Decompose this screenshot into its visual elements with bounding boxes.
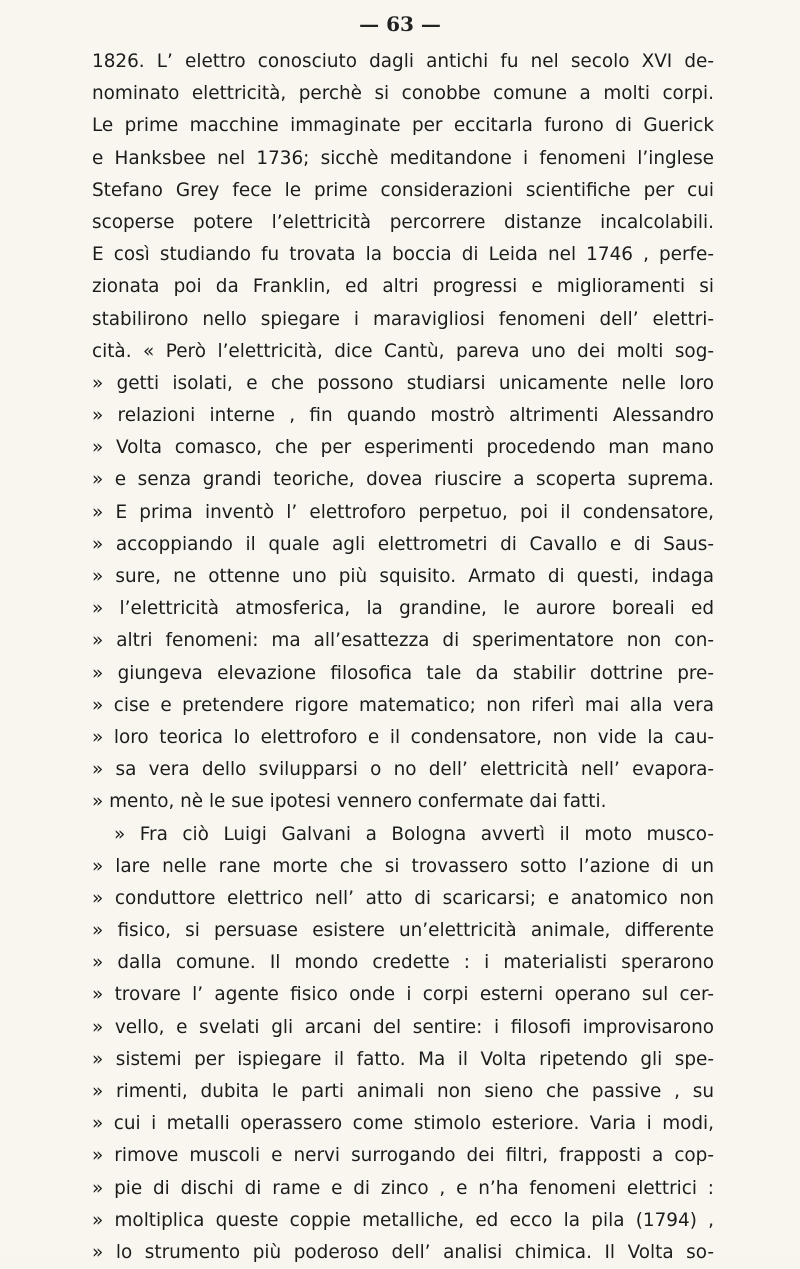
text-line: Stefano Grey fece le prime considerazioni scientifiche per cui bbox=[92, 179, 714, 201]
text-line: » Fra ciò Luigi Galvani a Bologna avvertì il moto musco- bbox=[114, 823, 714, 845]
text-line: e Hanksbee nel 1736; sicchè meditandone i fenomeni l’inglese bbox=[92, 147, 714, 169]
body-text bbox=[92, 46, 714, 1269]
text-line: » loro teorica lo elettroforo e il condensatore, non vide la cau- bbox=[92, 726, 714, 748]
text-line: » fisico, si persuase esistere un’elettricità animale, differente bbox=[92, 920, 714, 942]
text-line: » cui i metalli operassero come stimolo esteriore. Varia i modi, bbox=[92, 1113, 714, 1135]
text-line: » lare nelle rane morte che si trovassero sotto l’azione di un bbox=[92, 855, 714, 877]
text-line: E così studiando fu trovata la boccia di Leida nel 1746 , perfe- bbox=[92, 244, 714, 266]
text-line: » altri fenomeni: ma all’esattezza di sperimentatore non con- bbox=[92, 630, 714, 652]
text-line: cità. « Però l’elettricità, dice Cantù, pareva uno dei molti sog- bbox=[92, 340, 714, 362]
text-line: zionata poi da Franklin, ed altri progressi e miglioramenti si bbox=[92, 276, 714, 298]
text-line: » conduttore elettrico nell’ atto di scaricarsi; e anatomico non bbox=[92, 887, 714, 909]
text-line: stabilirono nello spiegare i maravigliosi fenomeni dell’ elettri- bbox=[92, 308, 714, 330]
text-line: » relazioni interne , fin quando mostrò altrimenti Alessandro bbox=[92, 405, 714, 427]
text-line: » giungeva elevazione filosofica tale da stabilir dottrine pre- bbox=[92, 662, 714, 684]
text-line: » l’elettricità atmosferica, la grandine, le aurore boreali ed bbox=[92, 598, 714, 620]
text-line: » sa vera dello svilupparsi o no dell’ elettricità nell’ evapora- bbox=[92, 759, 714, 781]
text-line: » moltiplica queste coppie metalliche, ed ecco la pila (1794) , bbox=[92, 1209, 714, 1231]
text-line: » accoppiando il quale agli elettrometri di Cavallo e di Saus- bbox=[92, 533, 714, 555]
page-number: — 63 — bbox=[359, 12, 441, 36]
text-line: 1826. L’ elettro conosciuto dagli antichi fu nel secolo XVI de- bbox=[92, 51, 714, 72]
text-line: » sure, ne ottenne uno più squisito. Armato di questi, indaga bbox=[92, 566, 714, 587]
text-line: » trovare l’ agente fisico onde i corpi esterni operano sul cer- bbox=[92, 984, 714, 1006]
text-line: » vello, e svelati gli arcani del sentire: i filosofi improvisarono bbox=[92, 1016, 714, 1038]
text-line: nominato elettricità, perchè si conobbe comune a molti corpi. bbox=[92, 83, 714, 105]
text-line: » lo strumento più poderoso dell’ analisi chimica. Il Volta so- bbox=[92, 1241, 714, 1263]
text-line: » mento, nè le sue ipotesi vennero confermate dai fatti. bbox=[92, 791, 607, 813]
text-line: scoperse potere l’elettricità percorrere distanze incalcolabili. bbox=[92, 211, 714, 233]
text-line: » rimenti, dubita le parti animali non sieno che passive , su bbox=[92, 1081, 714, 1102]
text-line: » sistemi per ispiegare il fatto. Ma il Volta ripetendo gli spe- bbox=[92, 1048, 714, 1070]
text-line: » E prima inventò l’ elettroforo perpetuo, poi il condensatore, bbox=[92, 501, 714, 523]
text-line: » Volta comasco, che per esperimenti procedendo man mano bbox=[92, 437, 714, 459]
text-line: » getti isolati, e che possono studiarsi unicamente nelle loro bbox=[92, 372, 714, 394]
text-line: » e senza grandi teoriche, dovea riuscire a scoperta suprema. bbox=[92, 469, 714, 491]
text-line: » cise e pretendere rigore matematico; non riferì mai alla vera bbox=[92, 694, 714, 716]
text-line: Le prime macchine immaginate per eccitarla furono di Guerick bbox=[92, 115, 714, 137]
text-line: » pie di dischi di rame e di zinco , e n’ha fenomeni elettrici : bbox=[92, 1177, 714, 1199]
text-line: » rimove muscoli e nervi surrogando dei filtri, frapposti a cop- bbox=[92, 1145, 714, 1167]
text-line: » dalla comune. Il mondo credette : i materialisti sperarono bbox=[92, 952, 714, 974]
